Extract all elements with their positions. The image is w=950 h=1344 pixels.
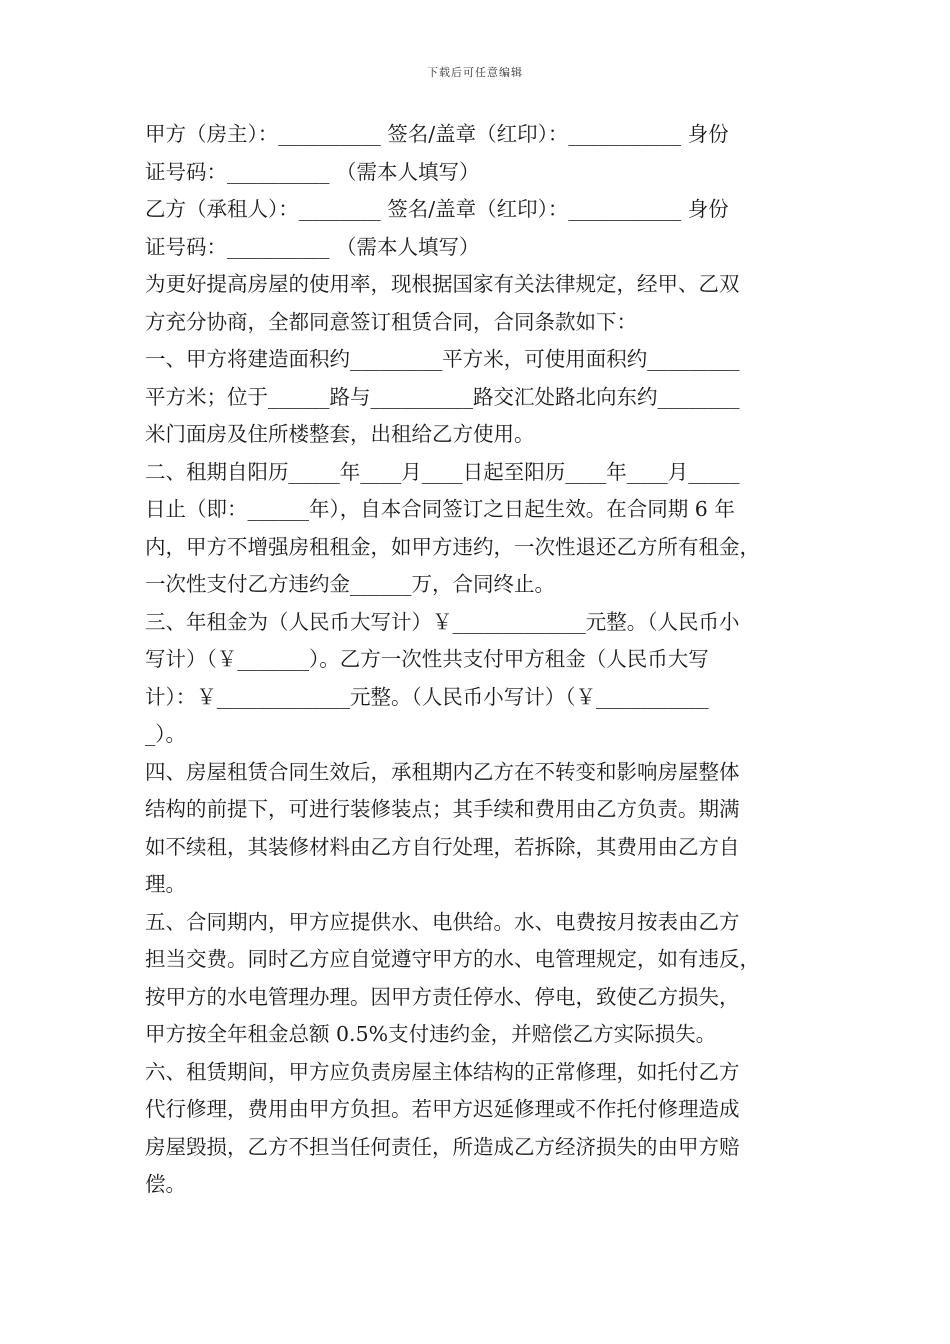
text-line: 米门面房及住所楼整套，出租给乙方使用。 [145,422,535,446]
text-line: 按甲方的水电管理办理。因甲方责任停水、停电，致使乙方损失， [145,984,740,1009]
text-line: 结构的前提下，可进行装修装点；其手续和费用由乙方负责。期满 [145,797,740,821]
text-line: 一次性支付乙方违约金______万，合同终止。 [145,572,555,596]
page-header: 下载后可任意编辑 [427,66,523,79]
text-line: 二、租期自阳历_____年____月____日起至阳历____年____月_____ [145,459,740,484]
text-line: 计）：￥_____________元整。（人民币小写计）（￥___________ [145,684,709,709]
text-line: 写计）（￥_______）。乙方一次性共支付甲方租金（人民币大写 [145,647,709,671]
text-line: 乙方（承租人）：________ 签名/盖章（红印）：___________ 身份 [145,197,729,221]
text-line: 理。 [145,872,186,896]
text-line: 一、甲方将建造面积约_________平方米，可使用面积约_________ [145,347,740,371]
text-line: 四、房屋租赁合同生效后，承租期内乙方在不转变和影响房屋整体 [145,759,740,784]
text-line: 证号码：__________ （需本人填写） [145,234,480,259]
text-line: 偿。 [145,1172,186,1196]
text-line: 甲方（房主）：__________ 签名/盖章（红印）：___________ 身份 [145,122,729,146]
text-line: 证号码：__________ （需本人填写） [145,159,480,184]
text-line: 六、租赁期间，甲方应负责房屋主体结构的正常修理，如托付乙方 [145,1059,740,1084]
text-line: 如不续租，其装修材料由乙方自行处理，若拆除，其费用由乙方自 [145,834,740,859]
text-line: 房屋毁损，乙方不担当任何责任，所造成乙方经济损失的由甲方赔 [145,1134,740,1159]
text-line: 代行修理，费用由甲方负担。若甲方迟延修理或不作托付修理造成 [145,1097,740,1121]
text-line: 三、年租金为（人民币大写计）￥_____________元整。（人民币小 [145,609,740,634]
text-line: 日止（即：______年），自本合同签订之日起生效。在合同期 6 年 [145,497,735,521]
text-line: 内，甲方不增强房租租金，如甲方违约，一次性退还乙方所有租金， [145,534,760,559]
contract-body [145,116,825,1204]
text-line: 甲方按全年租金总额 0.5%支付违约金，并赔偿乙方实际损失。 [145,1022,717,1046]
text-line: 为更好提高房屋的使用率，现根据国家有关法律规定，经甲、乙双 [145,272,740,296]
text-line: 平方米；位于______路与__________路交汇处路北向东约________ [145,384,740,409]
text-line: 方充分协商，全都同意签订租赁合同，合同条款如下： [145,309,637,334]
text-line: 五、合同期内，甲方应提供水、电供给。水、电费按月按表由乙方 [145,909,740,934]
text-line: 担当交费。同时乙方应自觉遵守甲方的水、电管理规定，如有违反， [145,947,760,971]
text-line: _）。 [145,722,186,746]
